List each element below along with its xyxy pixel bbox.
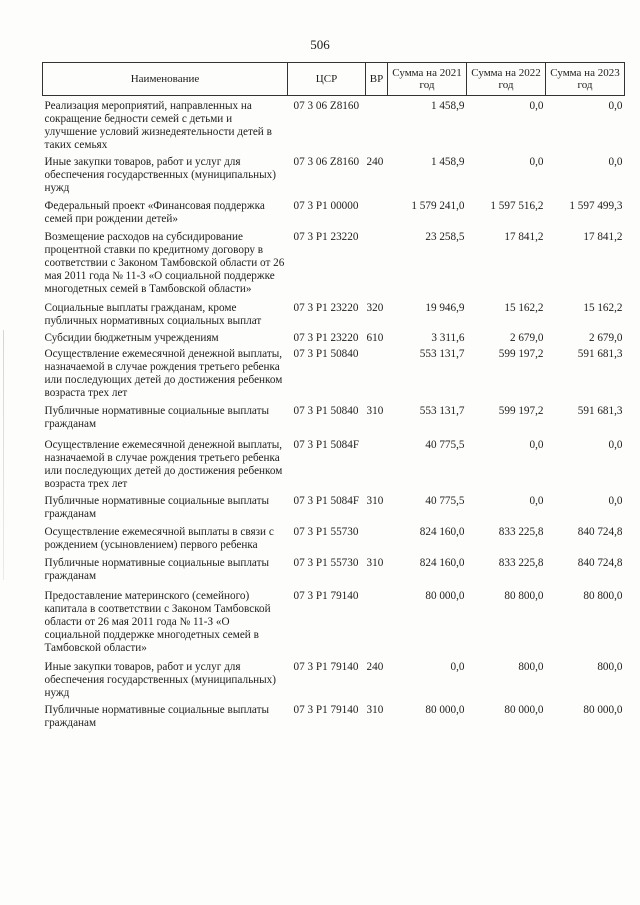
row-sum-2022-cell: 17 841,2 [504, 231, 544, 243]
row-csr-cell: 07 3 P1 79140 [293, 661, 359, 673]
table-row [43, 302, 625, 328]
header-vr: ВР [366, 63, 388, 96]
table-header [43, 63, 625, 96]
row-vr-cell [366, 439, 388, 491]
row-sum-2023-cell: 591 681,3 [577, 405, 623, 417]
page-number: 506 [310, 37, 330, 52]
row-sum-2022-cell: 0,0 [529, 100, 544, 112]
row-sum-2022-cell: 0,0 [529, 156, 544, 168]
row-sum-2021-cell: 40 775,5 [425, 495, 465, 507]
row-vr-cell: 240 [366, 156, 384, 168]
table-row [43, 200, 625, 226]
row-vr-cell: 310 [366, 557, 384, 569]
row-sum-2021-cell: 80 000,0 [425, 704, 465, 716]
row-sum-2022-cell: 599 197,2 [498, 348, 544, 360]
row-vr-cell: 610 [366, 332, 384, 344]
row-name-cell: Субсидии бюджетным учреждениям [44, 332, 219, 344]
row-sum-2021-cell: 824 160,0 [419, 526, 465, 538]
row-name-cell: Предоставление материнского (семейного) капитала в соответствии с Законом Тамбовской области от 26 мая 2011 года № 11-З «О социальной поддержке многодетных семей в Тамбовской области» [44, 590, 271, 654]
row-sum-2023-cell: 0,0 [608, 156, 623, 168]
row-spacer-cell [43, 431, 625, 439]
row-sum-2021-cell: 23 258,5 [425, 231, 465, 243]
row-sum-2023-cell: 80 000,0 [583, 704, 623, 716]
row-sum-2022-cell: 599 197,2 [498, 405, 544, 417]
header-sum-2023: Сумма на 2023 год [546, 63, 625, 96]
row-name-cell: Публичные нормативные социальные выплаты гражданам [44, 704, 270, 729]
row-sum-2023-cell: 2 679,0 [588, 332, 623, 344]
row-sum-2023-cell: 17 841,2 [583, 231, 623, 243]
row-name-cell: Федеральный проект «Финансовая поддержка семей при рождении детей» [44, 200, 265, 225]
row-name-cell: Реализация мероприятий, направленных на сокращение бедности семей с детьми и улучшение условий жизнедеятельности детей в таких семьях [44, 100, 272, 151]
row-vr-cell: 310 [366, 495, 384, 507]
table-row [43, 156, 625, 195]
row-spacer-cell [43, 583, 625, 590]
row-vr-cell [366, 96, 388, 153]
row-name-cell: Социальные выплаты гражданам, кроме публичных нормативных социальных выплат [44, 302, 262, 327]
row-name-cell: Осуществление ежемесячной выплаты в связи с рождением (усыновлением) первого ребенка [44, 526, 274, 551]
row-vr-cell [366, 348, 388, 400]
row-sum-2022-cell: 0,0 [529, 439, 544, 451]
row-name-cell: Осуществление ежемесячной денежной выплаты, назначаемой в случае рождения третьего ребенка или последующих детей до достижения ребенком возраста трех лет [44, 439, 283, 490]
row-name-cell: Иные закупки товаров, работ и услуг для обеспечения государственных (муниципальных) нужд [44, 661, 276, 699]
row-sum-2021-cell: 553 131,7 [419, 405, 465, 417]
table-row [43, 332, 625, 345]
header-sum-2022: Сумма на 2022 год [467, 63, 546, 96]
row-sum-2021-cell: 80 000,0 [425, 590, 465, 602]
row-name-cell: Возмещение расходов на субсидирование процентной ставки по кредитному договору в соответствии с Законом Тамбовской области от 26 мая 2011 года № 11-З «О социальной поддержке многодетных семей в Тамбовской области» [44, 231, 285, 295]
table-body [43, 96, 625, 731]
row-sum-2022-cell: 0,0 [529, 495, 544, 507]
row-name-cell: Публичные нормативные социальные выплаты гражданам [44, 495, 270, 520]
row-vr-cell: 310 [366, 704, 384, 716]
row-vr-cell [366, 526, 388, 552]
row-name-cell: Иные закупки товаров, работ и услуг для обеспечения государственных (муниципальных) нужд [44, 156, 276, 194]
row-csr-cell: 07 3 P1 5084F [293, 495, 360, 507]
row-vr-cell: 320 [366, 302, 384, 314]
row-csr-cell: 07 3 P1 00000 [293, 200, 359, 212]
row-sum-2022-cell: 833 225,8 [498, 526, 544, 538]
row-sum-2023-cell: 0,0 [608, 100, 623, 112]
row-sum-2023-cell: 840 724,8 [577, 526, 623, 538]
row-name-cell: Публичные нормативные социальные выплаты гражданам [44, 557, 270, 582]
row-sum-2023-cell: 1 597 499,3 [569, 200, 623, 212]
table-row [43, 439, 625, 491]
row-csr-cell: 07 3 P1 23220 [293, 302, 359, 314]
table-row [43, 231, 625, 296]
table-row [43, 557, 625, 583]
row-sum-2022-cell: 800,0 [518, 661, 544, 673]
table-row [43, 348, 625, 400]
row-sum-2021-cell: 553 131,7 [419, 348, 465, 360]
row-sum-2022-cell: 2 679,0 [509, 332, 544, 344]
row-spacer [43, 583, 625, 590]
row-name-cell: Публичные нормативные социальные выплаты гражданам [44, 405, 270, 430]
header-csr: ЦСР [288, 63, 366, 96]
table-row [43, 590, 625, 655]
row-sum-2021-cell: 19 946,9 [425, 302, 465, 314]
row-vr-cell [366, 200, 388, 226]
row-csr-cell: 07 3 P1 55730 [293, 557, 359, 569]
row-csr-cell: 07 3 06 Z8160 [293, 100, 360, 112]
table-row [43, 405, 625, 431]
row-sum-2023-cell: 80 800,0 [583, 590, 623, 602]
table-row [43, 661, 625, 700]
row-sum-2021-cell: 1 458,9 [430, 156, 465, 168]
row-csr-cell: 07 3 P1 79140 [293, 590, 359, 602]
row-sum-2022-cell: 80 800,0 [504, 590, 544, 602]
row-vr-cell [366, 231, 388, 296]
row-csr-cell: 07 3 06 Z8160 [293, 156, 360, 168]
header-name: Наименование [43, 63, 288, 96]
row-sum-2023-cell: 591 681,3 [577, 348, 623, 360]
table-row [43, 526, 625, 552]
row-vr-cell: 240 [366, 661, 384, 673]
row-sum-2021-cell: 824 160,0 [419, 557, 465, 569]
row-sum-2023-cell: 15 162,2 [583, 302, 623, 314]
row-sum-2022-cell: 80 000,0 [504, 704, 544, 716]
row-csr-cell: 07 3 P1 23220 [293, 332, 359, 344]
scan-edge-artifact [3, 330, 4, 580]
row-csr-cell: 07 3 P1 79140 [293, 704, 359, 716]
row-spacer [43, 431, 625, 439]
row-csr-cell: 07 3 P1 5084F [293, 439, 360, 451]
row-sum-2022-cell: 15 162,2 [504, 302, 544, 314]
row-sum-2023-cell: 0,0 [608, 495, 623, 507]
row-sum-2022-cell: 1 597 516,2 [490, 200, 544, 212]
row-csr-cell: 07 3 P1 23220 [293, 231, 359, 243]
row-sum-2023-cell: 840 724,8 [577, 557, 623, 569]
row-sum-2023-cell: 0,0 [608, 439, 623, 451]
row-name-cell: Осуществление ежемесячной денежной выплаты, назначаемой в случае рождения третьего ребенка или последующих детей до достижения ребенком возраста трех лет [44, 348, 283, 399]
row-vr-cell [366, 590, 388, 655]
row-sum-2022-cell: 833 225,8 [498, 557, 544, 569]
row-csr-cell: 07 3 P1 50840 [293, 405, 359, 417]
header-sum-2021: Сумма на 2021 год [388, 63, 467, 96]
table-row [43, 96, 625, 153]
row-csr-cell: 07 3 P1 50840 [293, 348, 359, 360]
row-sum-2023-cell: 800,0 [597, 661, 623, 673]
row-sum-2021-cell: 1 579 241,0 [411, 200, 465, 212]
budget-table [42, 62, 625, 730]
row-sum-2021-cell: 1 458,9 [430, 100, 465, 112]
row-sum-2021-cell: 40 775,5 [425, 439, 465, 451]
row-sum-2021-cell: 3 311,6 [431, 332, 465, 344]
table-row [43, 704, 625, 730]
row-csr-cell: 07 3 P1 55730 [293, 526, 359, 538]
table-row [43, 495, 625, 521]
row-sum-2021-cell: 0,0 [450, 661, 465, 673]
row-vr-cell: 310 [366, 405, 384, 417]
